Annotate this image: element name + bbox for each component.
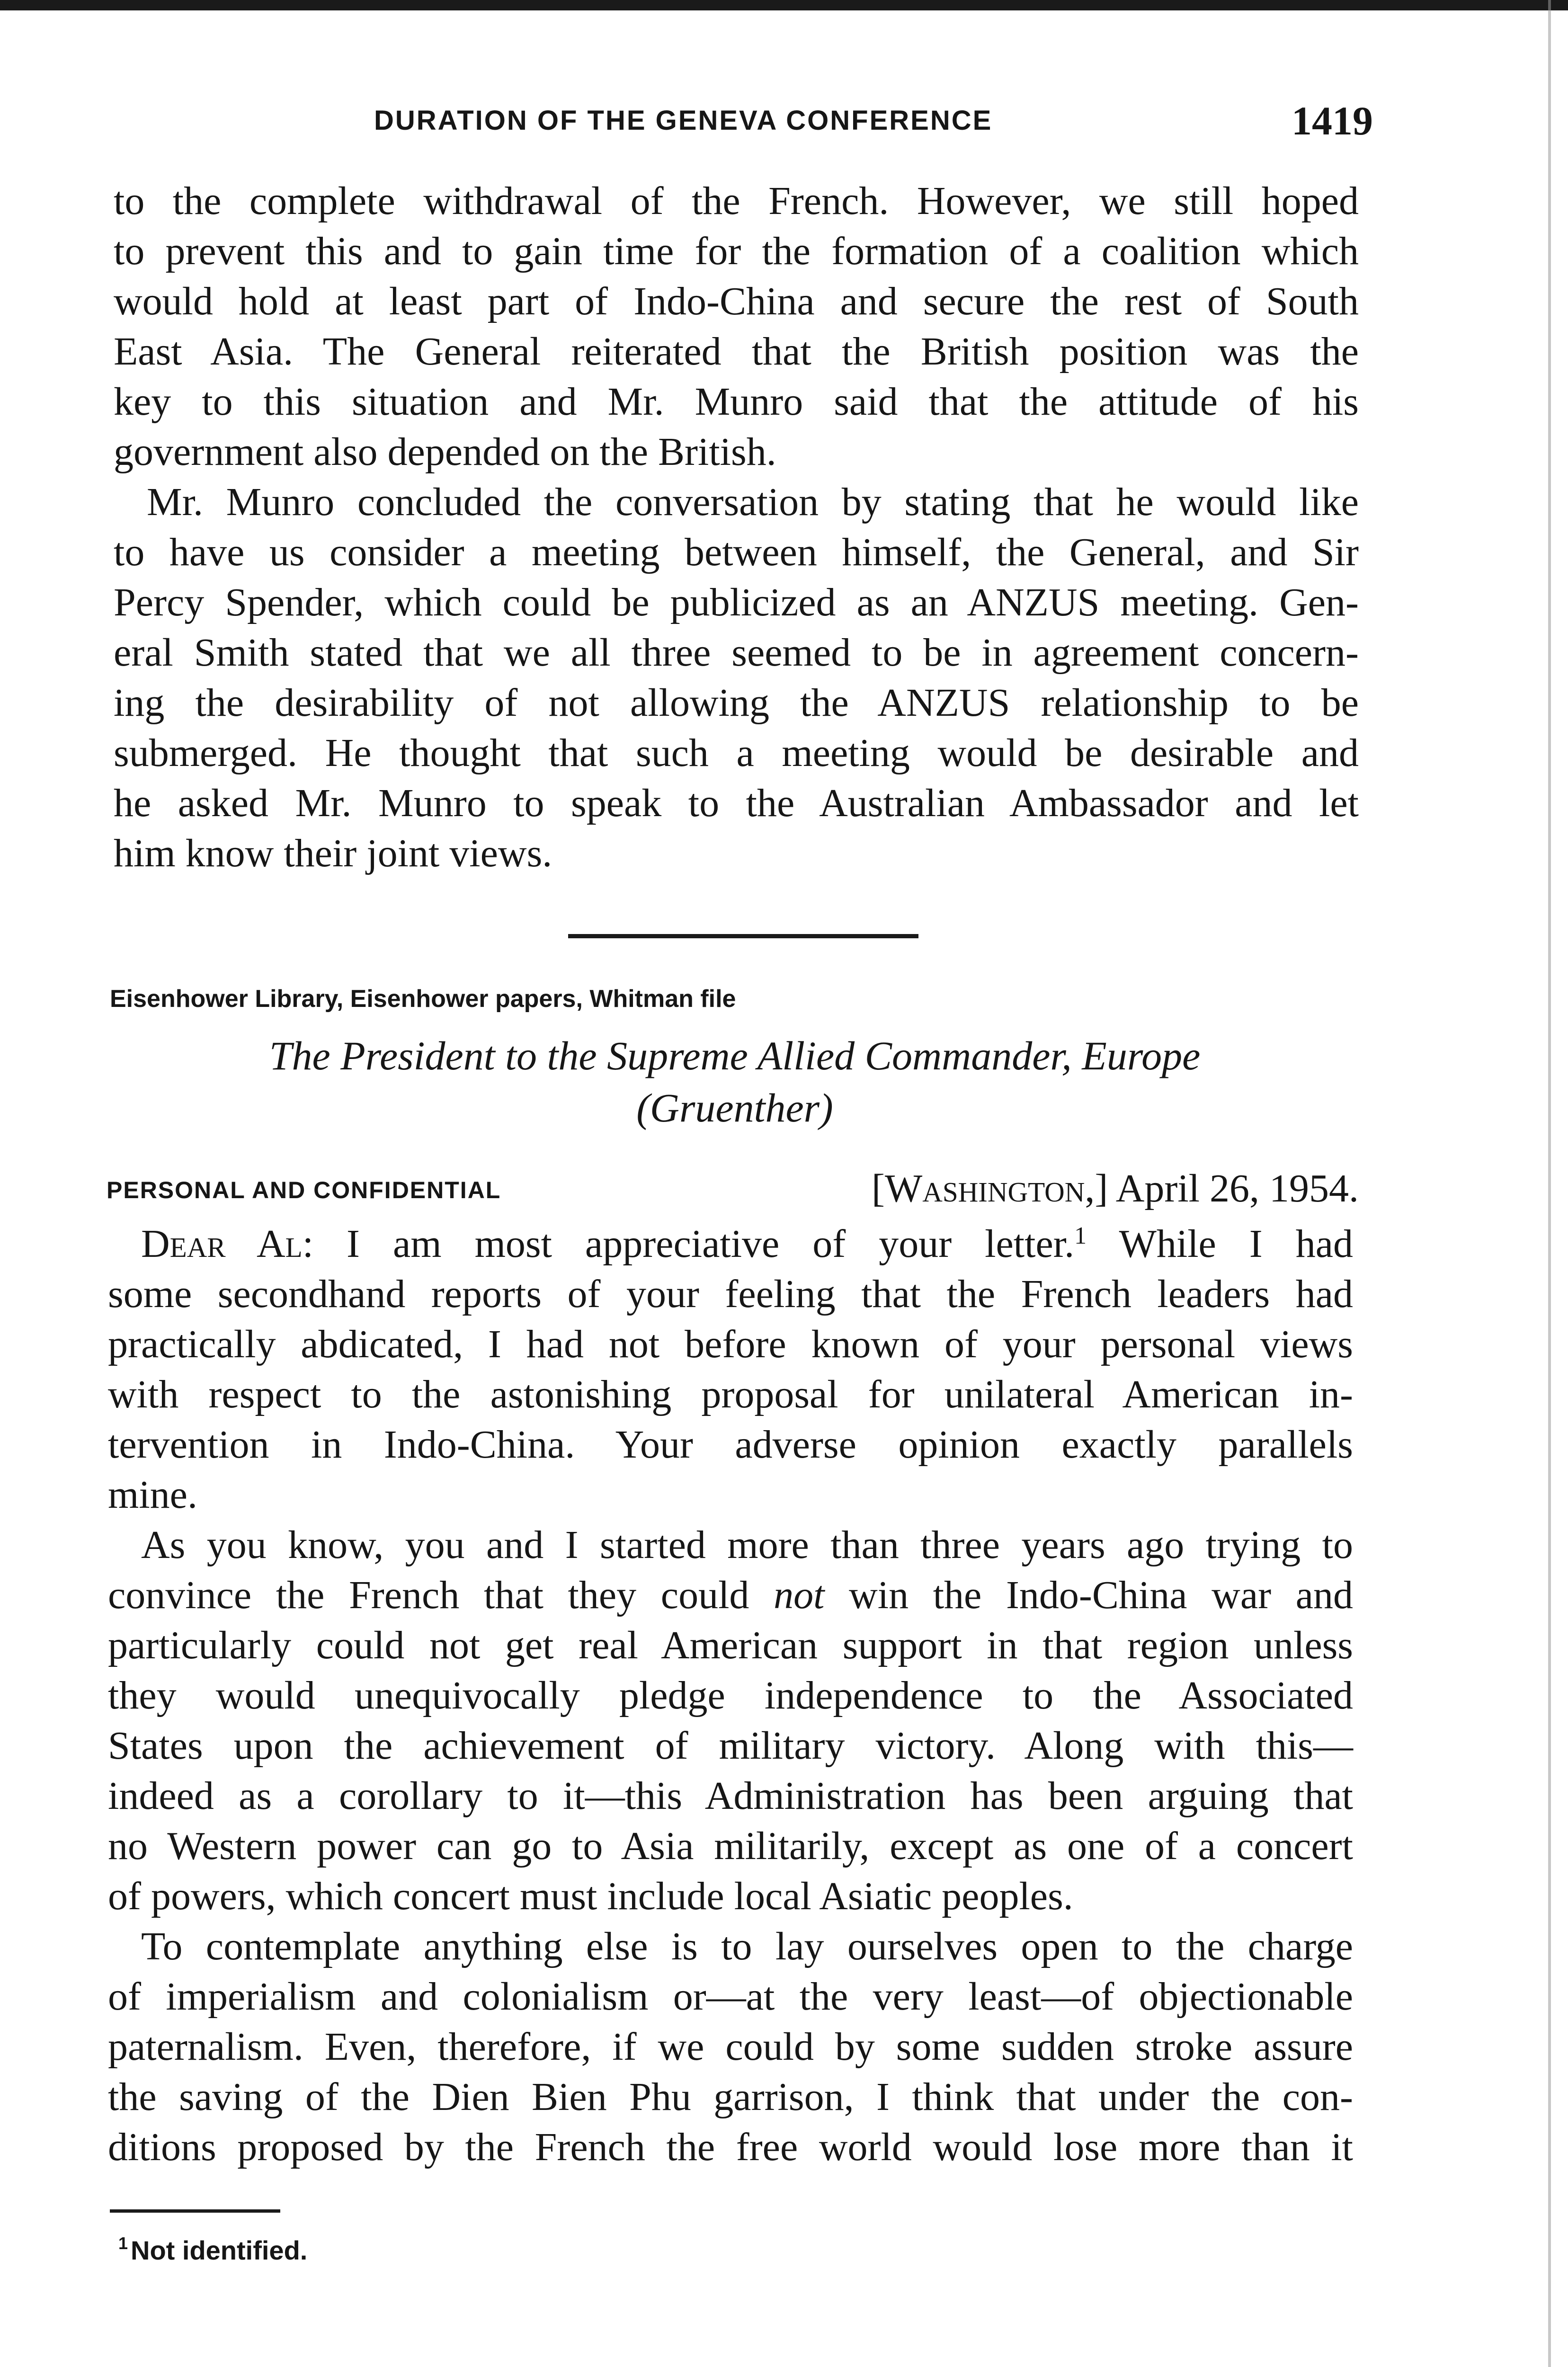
text-line: of imperialism and colonialism or—at the very least—of objectionable xyxy=(108,1975,1353,2019)
scan-top-edge xyxy=(0,0,1568,10)
text-fragment: win the Indo-China war and xyxy=(849,1573,1354,1617)
text-line: mine. xyxy=(108,1473,197,1517)
text-line: To contemplate anything else is to lay ourselves open to the charge xyxy=(141,1924,1353,1968)
text-line: with respect to the astonishing proposal for unilateral American in- xyxy=(108,1372,1353,1416)
running-head xyxy=(114,97,1373,143)
text-line: ditions proposed by the French the free world would lose more than it xyxy=(108,2125,1353,2169)
document-title xyxy=(110,1030,1360,1134)
classification-marking: PERSONAL AND CONFIDENTIAL xyxy=(107,1177,501,1203)
text-line: eral Smith stated that we all three seemed to be in agreement concern- xyxy=(114,631,1359,675)
running-title: DURATION OF THE GENEVA CONFERENCE xyxy=(374,105,993,136)
text-line: States upon the achievement of military victory. Along with this— xyxy=(108,1724,1353,1768)
footnote xyxy=(118,2234,307,2266)
text-line: no Western power can go to Asia militarily, except as one of a concert xyxy=(108,1824,1353,1868)
salutation: Dear Al: xyxy=(141,1222,314,1266)
footnote-rule xyxy=(110,2209,280,2213)
letter-body xyxy=(108,1219,1353,2172)
text-line: indeed as a corollary to it—this Administration has been arguing that xyxy=(108,1774,1353,1818)
text-line: would hold at least part of Indo-China and secure the rest of South xyxy=(114,279,1359,323)
text-line: paternalism. Even, therefore, if we could by some sudden stroke assure xyxy=(108,2025,1353,2069)
text-line: particularly could not get real American support in that region unless xyxy=(108,1623,1353,1667)
text-line: to have us consider a meeting between himself, the General, and Sir xyxy=(114,530,1359,574)
preceding-text xyxy=(114,176,1359,879)
text-line: him know their joint views. xyxy=(114,831,552,875)
dateline-place: [Washington,] xyxy=(872,1166,1108,1210)
footnote-text: Not identified. xyxy=(131,2235,308,2265)
footnote-reference: 1 xyxy=(1074,1222,1087,1249)
text-line: of powers, which concert must include local Asiatic peoples. xyxy=(108,1874,1073,1918)
text-fragment: While I had xyxy=(1119,1222,1354,1266)
text-line: Mr. Munro concluded the conversation by stating that he would like xyxy=(147,480,1359,524)
text-line: practically abdicated, I had not before known of your personal views xyxy=(108,1322,1353,1366)
text-line: they would unequivocally pledge independence to the Associated xyxy=(108,1673,1353,1717)
text-line: East Asia. The General reiterated that the British position was the xyxy=(114,329,1359,374)
emphasis: not xyxy=(774,1573,825,1617)
source-note: Eisenhower Library, Eisenhower papers, Whitman file xyxy=(110,985,736,1013)
text-line: the saving of the Dien Bien Phu garrison, I think that under the con- xyxy=(108,2075,1353,2119)
text-line xyxy=(108,1219,1353,1269)
text-line: to the complete withdrawal of the French. However, we still hoped xyxy=(114,179,1359,223)
text-line: some secondhand reports of your feeling that the French leaders had xyxy=(108,1272,1353,1316)
text-line: key to this situation and Mr. Munro said that the attitude of his xyxy=(114,380,1359,424)
scan-right-edge xyxy=(1548,0,1551,2367)
text-line: ing the desirability of not allowing the ANZUS relationship to be xyxy=(114,681,1359,725)
text-line: submerged. He thought that such a meeting would be desirable and xyxy=(114,731,1359,775)
text-line: tervention in Indo-China. Your adverse opinion exactly parallels xyxy=(108,1423,1353,1467)
page-number: 1419 xyxy=(1292,98,1373,143)
text-line: he asked Mr. Munro to speak to the Australian Ambassador and let xyxy=(114,781,1359,825)
text-line: As you know, you and I started more than three years ago trying to xyxy=(141,1523,1353,1567)
section-separator xyxy=(568,934,918,938)
dateline xyxy=(872,1166,1359,1211)
footnote-marker: 1 xyxy=(118,2234,128,2253)
text-line: to prevent this and to gain time for the formation of a coalition which xyxy=(114,229,1359,273)
text-fragment: I am most appreciative of your letter. xyxy=(347,1222,1075,1266)
document-title-line-2: (Gruenther) xyxy=(636,1085,833,1130)
text-line: Percy Spender, which could be publicized as an ANZUS meeting. Gen- xyxy=(114,580,1359,624)
text-line: government also depended on the British. xyxy=(114,430,776,474)
text-line xyxy=(108,1570,1353,1620)
document-title-line-1: The President to the Supreme Allied Commander, Europe xyxy=(269,1033,1201,1078)
dateline-date: April 26, 1954. xyxy=(1115,1166,1359,1210)
text-fragment: convince the French that they could xyxy=(108,1573,749,1617)
